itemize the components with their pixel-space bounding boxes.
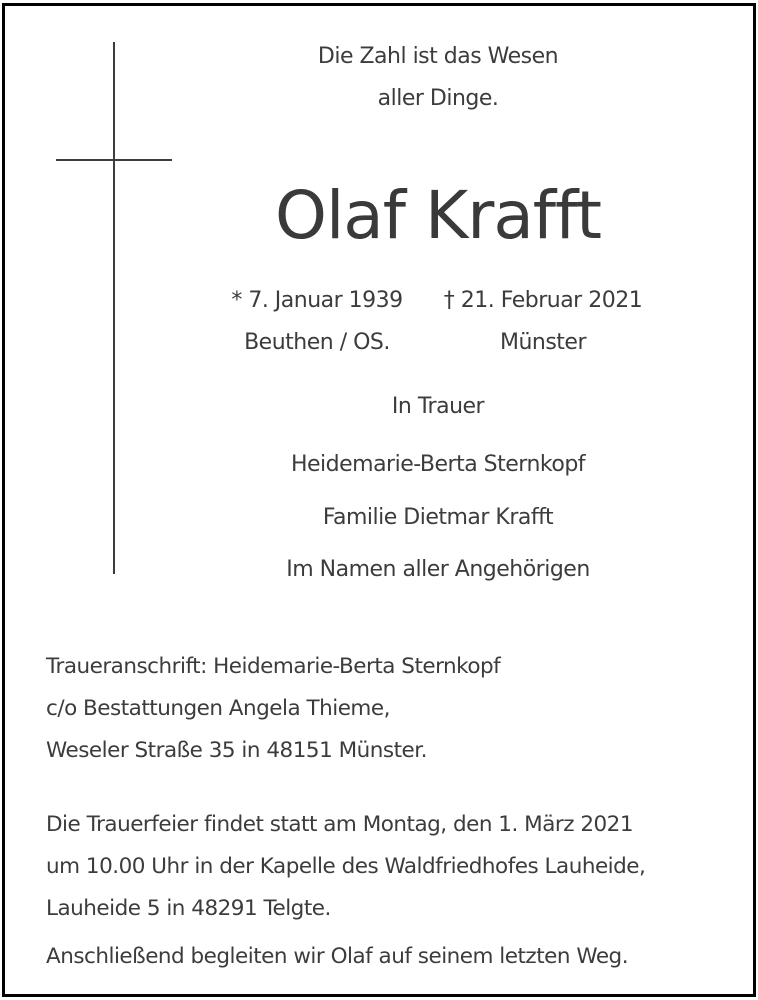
quote-line: Die Zahl ist das Wesen xyxy=(317,44,559,69)
cross-horizontal-bar xyxy=(56,159,172,161)
death-date: † 21. Februar 2021 xyxy=(443,288,643,313)
birth-info xyxy=(222,280,412,364)
cross-vertical-bar xyxy=(113,42,115,574)
ceremony-info xyxy=(46,804,726,930)
mourner-line: Heidemarie-Berta Sternkopf xyxy=(290,452,586,477)
death-place: Münster xyxy=(499,330,587,355)
closing-sentence: Anschließend begleiten wir Olaf auf seinem letzten Weg. xyxy=(46,944,629,969)
address-line: c/o Bestattungen Angela Thieme, xyxy=(46,696,390,721)
quote xyxy=(202,36,674,120)
ceremony-line: Lauheide 5 in 48291 Telgte. xyxy=(46,896,331,921)
address-line: Traueranschrift: Heidemarie-Berta Sternkopf xyxy=(46,654,501,679)
death-info xyxy=(432,280,654,364)
quote-line: aller Dinge. xyxy=(377,86,499,111)
ceremony-line: Die Trauerfeier findet statt am Montag, den 1. März 2021 xyxy=(46,812,634,837)
mourners-title: In Trauer xyxy=(391,394,485,419)
ceremony-line: um 10.00 Uhr in der Kapelle des Waldfriedhofes Lauheide, xyxy=(46,854,646,879)
mourner-line: Familie Dietmar Krafft xyxy=(322,505,554,530)
mourning-address xyxy=(46,646,726,772)
deceased-name: Olaf Krafft xyxy=(275,177,601,254)
address-line: Weseler Straße 35 in 48151 Münster. xyxy=(46,738,427,763)
birth-date: * 7. Januar 1939 xyxy=(231,288,403,313)
birth-place: Beuthen / OS. xyxy=(244,330,390,355)
mourner-line: Im Namen aller Angehörigen xyxy=(286,557,590,582)
